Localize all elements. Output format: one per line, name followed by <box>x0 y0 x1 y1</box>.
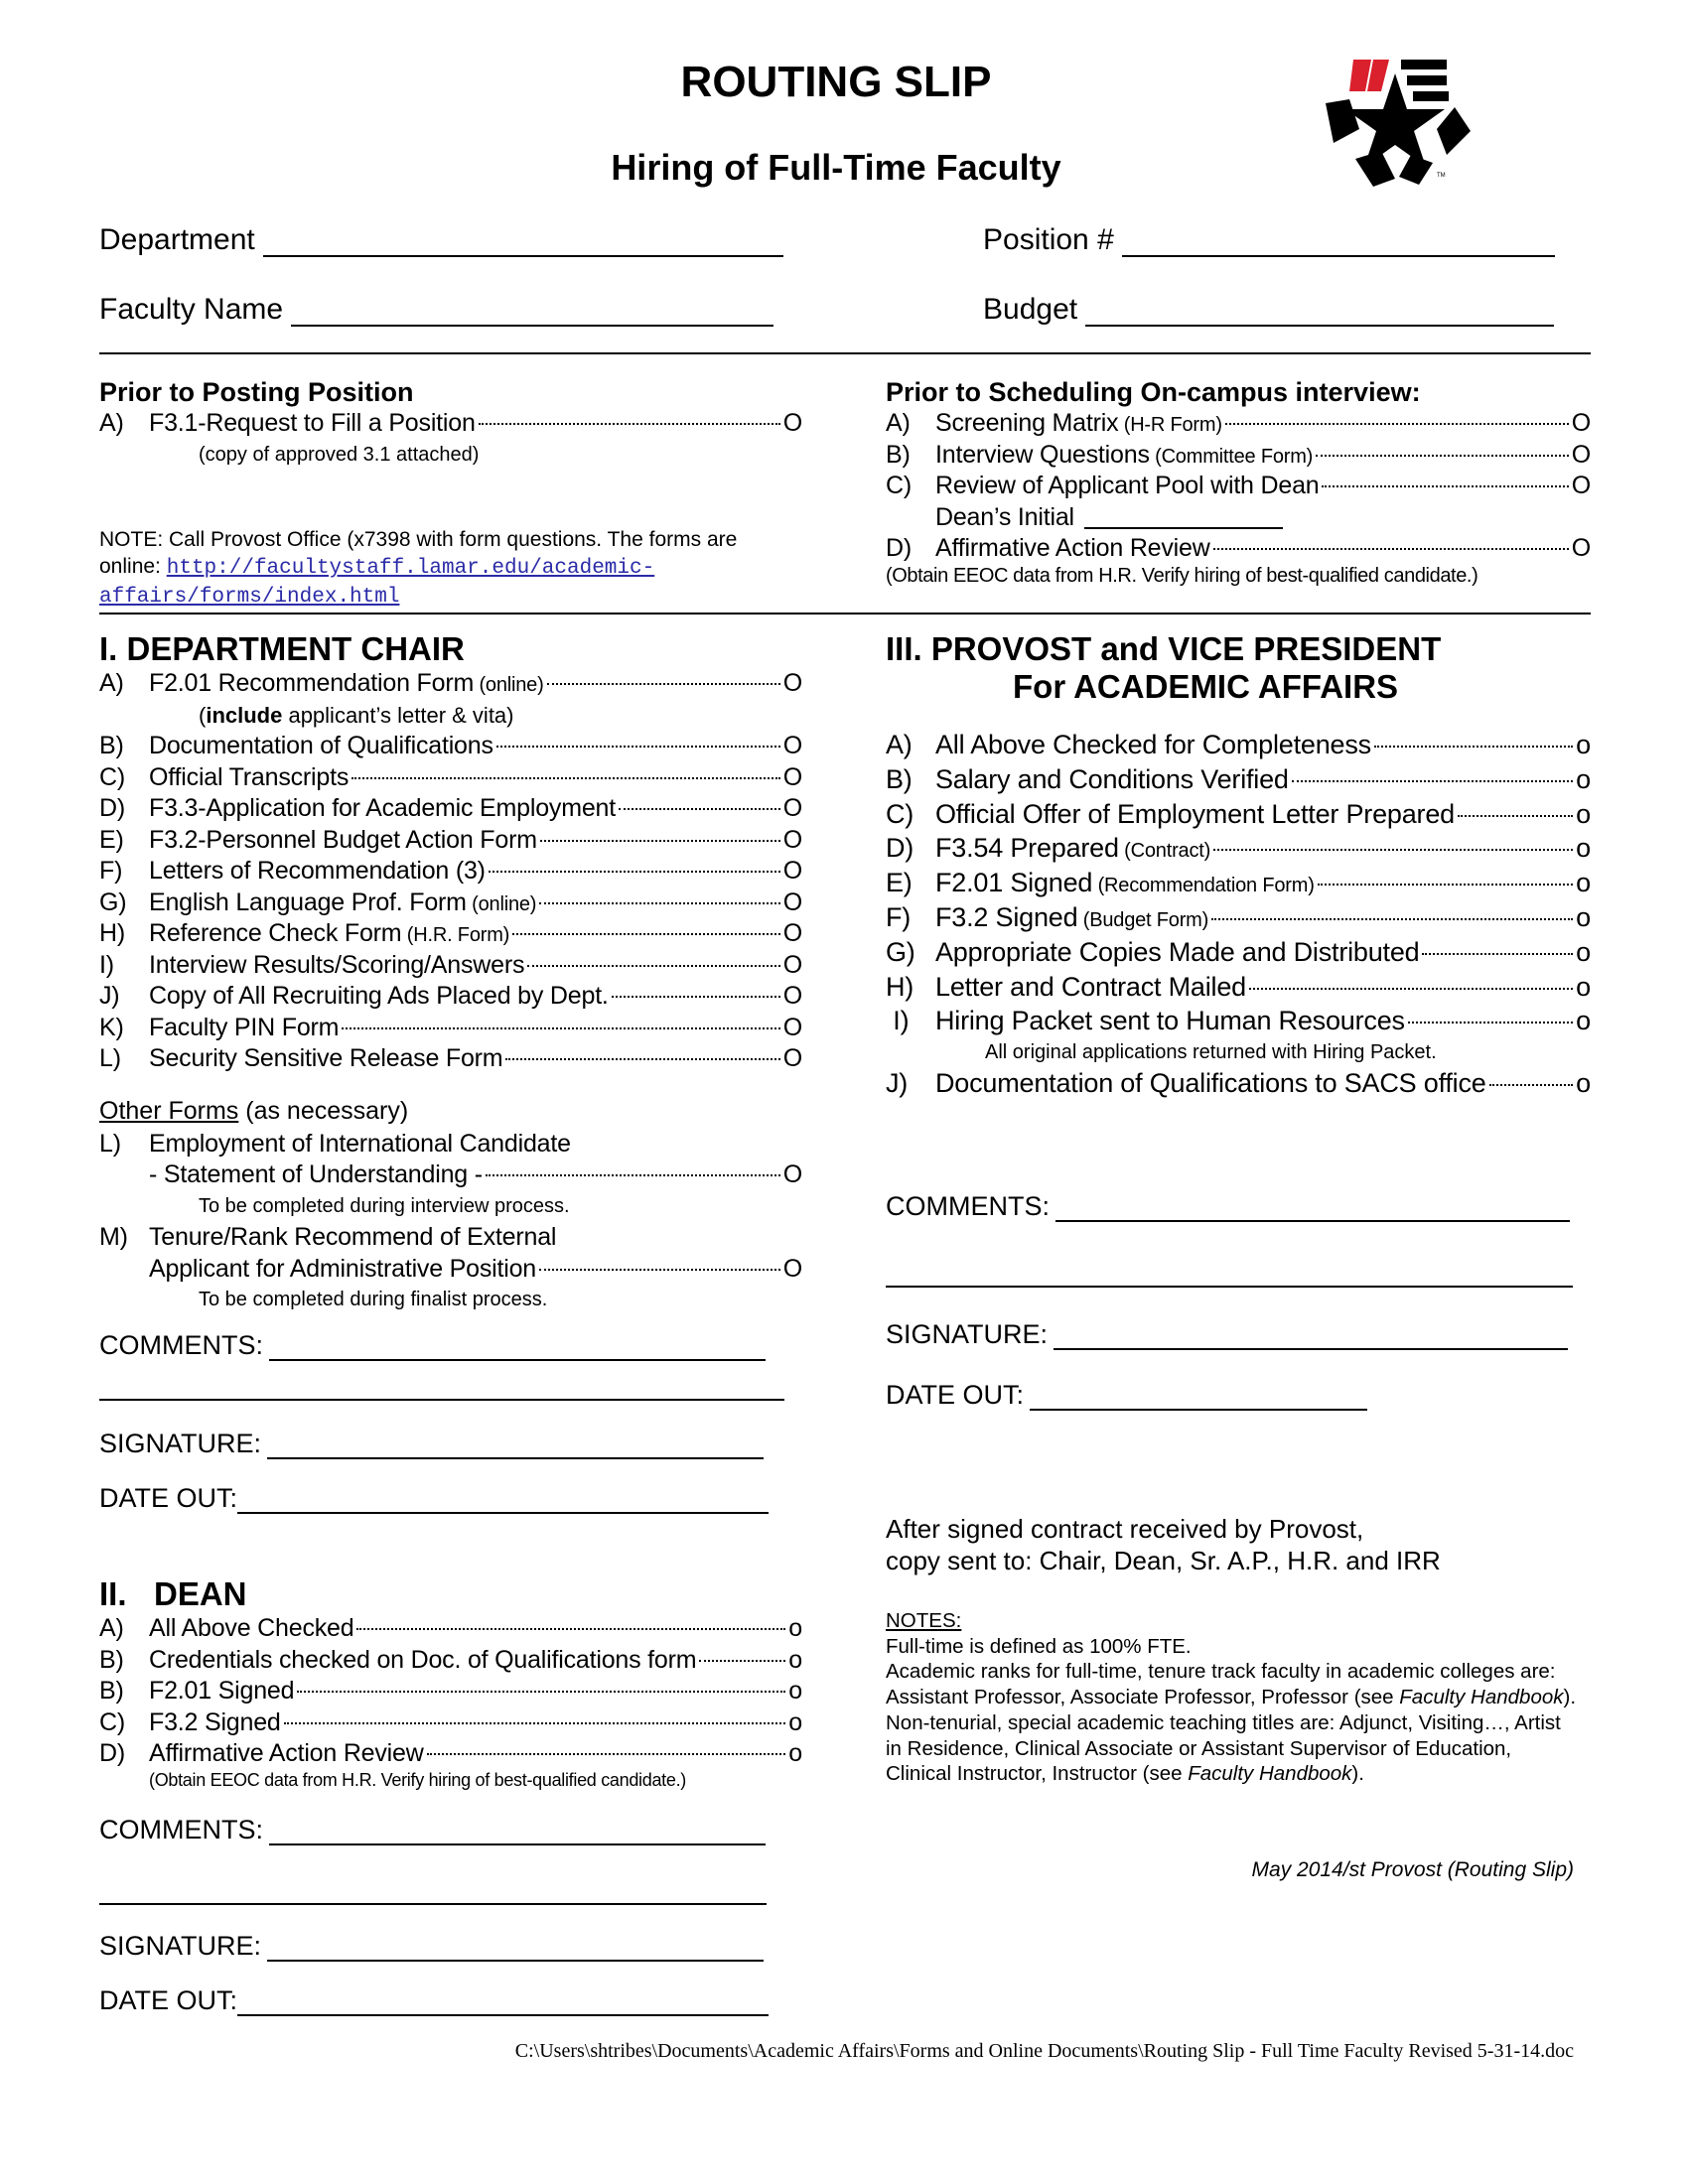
leader-dots <box>1318 884 1574 886</box>
provost-heading: III. PROVOST and VICE PRESIDENT <box>886 630 1442 667</box>
item-letter: C) <box>886 798 914 829</box>
checklist-item[interactable] <box>886 533 1591 565</box>
provost-comments-field[interactable] <box>886 1191 1591 1222</box>
item-label: F2.01 Signed <box>935 868 1093 898</box>
item-letter: J) <box>99 982 120 1010</box>
item-letter: F) <box>886 901 912 932</box>
signature-label: SIGNATURE: <box>886 1319 1049 1349</box>
checkbox-circle[interactable]: O <box>782 950 802 979</box>
provost-section <box>886 630 1591 1101</box>
checkbox-circle[interactable]: O <box>782 1160 802 1188</box>
checklist-item[interactable] <box>99 731 802 762</box>
item-letter: K) <box>99 1013 124 1041</box>
leader-dots <box>486 1174 780 1176</box>
checklist-item[interactable] <box>886 1066 1591 1101</box>
item-letter: L) <box>99 1129 121 1158</box>
checklist-item[interactable] <box>99 793 802 825</box>
department-label: Department <box>99 223 255 256</box>
subnote-text: To be completed during finalist process. <box>199 1289 548 1310</box>
leader-dots <box>1211 918 1573 920</box>
checkbox-circle[interactable]: O <box>782 1013 802 1041</box>
prior-posting-heading: Prior to Posting Position <box>99 377 414 407</box>
checklist-item[interactable] <box>886 935 1591 970</box>
checklist-item[interactable] <box>99 762 802 794</box>
checklist-item[interactable] <box>99 1676 802 1707</box>
checklist-item[interactable] <box>99 1129 802 1160</box>
date-out-label: DATE OUT: <box>99 1483 238 1513</box>
checklist-item[interactable] <box>886 1004 1591 1038</box>
checklist-item[interactable] <box>886 970 1591 1005</box>
leader-dots <box>505 1058 779 1060</box>
item-letter: A) <box>99 409 124 437</box>
leader-dots <box>547 683 780 685</box>
checkbox-circle[interactable]: O <box>782 1044 802 1072</box>
leader-dots <box>496 746 780 748</box>
item-label: Faculty PIN Form <box>149 1013 340 1041</box>
item-note: (Committee Form) <box>1149 445 1314 468</box>
position-label: Position # <box>983 223 1114 256</box>
checkbox-circle[interactable]: o <box>1576 730 1591 759</box>
item-letter: B) <box>886 763 913 794</box>
svg-text:TM: TM <box>1437 173 1446 179</box>
item-letter: B) <box>99 1645 124 1674</box>
checkbox-circle[interactable]: o <box>1576 936 1591 967</box>
prior-posting-section <box>99 377 802 471</box>
department-field[interactable] <box>99 223 783 257</box>
leader-dots <box>612 996 780 998</box>
checklist-item[interactable] <box>886 900 1591 935</box>
leader-dots <box>1213 548 1569 550</box>
checkbox-circle[interactable]: O <box>782 887 802 916</box>
item-label: Credentials checked on Doc. of Qualifications form <box>149 1645 697 1674</box>
checklist-item[interactable] <box>99 1738 802 1770</box>
checkbox-circle[interactable]: o <box>788 1677 802 1705</box>
chair-comments-line[interactable] <box>99 1375 784 1401</box>
notes-section <box>886 1608 1581 1787</box>
checklist-item[interactable] <box>99 1707 802 1739</box>
leader-dots <box>512 933 780 935</box>
checklist-item[interactable] <box>886 762 1591 797</box>
note-line: Non-tenurial, special academic teaching titles are: Adjunct, Visiting…, Artist in Residence, Clinical Associate or Assistant Supervisor of Education, Clinical Instructor, Instructor (see Faculty Handbook). <box>886 1710 1561 1786</box>
position-field[interactable] <box>983 223 1555 257</box>
item-letter: I) <box>886 1006 910 1036</box>
checklist-item[interactable] <box>99 1222 802 1254</box>
item-label: Affirmative Action Review <box>149 1739 424 1767</box>
subnote-text: (copy of approved 3.1 attached) <box>199 443 480 466</box>
checklist-item[interactable] <box>99 1043 802 1075</box>
checkbox-circle[interactable]: O <box>782 409 802 437</box>
item-label: Interview Questions <box>935 440 1150 469</box>
checkbox-circle[interactable]: o <box>1576 971 1591 1002</box>
notes-heading: NOTES: <box>886 1609 962 1632</box>
item-letter: A) <box>99 1614 124 1642</box>
checklist-item[interactable] <box>99 918 802 950</box>
item-subnote <box>199 700 802 732</box>
item-note: (Contract) <box>1118 840 1211 863</box>
leader-dots <box>489 871 780 873</box>
note-line: Full-time is defined as 100% FTE. <box>886 1634 1192 1658</box>
item-letter: C) <box>99 1707 125 1736</box>
checklist-item[interactable] <box>886 831 1591 866</box>
item-label: Screening Matrix <box>935 409 1119 437</box>
item-letter: D) <box>99 1739 125 1767</box>
item-letter: D) <box>886 534 912 562</box>
checklist-item[interactable] <box>99 1160 802 1191</box>
item-label: F3.3-Application for Academic Employment <box>149 794 616 822</box>
item-note: (online) <box>474 674 544 696</box>
faculty-name-field[interactable] <box>99 293 774 327</box>
leader-dots <box>284 1722 786 1724</box>
item-note: (Budget Form) <box>1077 908 1209 931</box>
subnote-text: All original applications returned with Hiring Packet. <box>985 1041 1437 1064</box>
distribution-note <box>886 1513 1591 1576</box>
item-label: Official Offer of Employment Letter Prepared <box>935 798 1455 829</box>
checkbox-circle[interactable]: O <box>782 825 802 854</box>
checklist-item[interactable] <box>886 728 1591 762</box>
checklist-item[interactable] <box>886 502 1591 534</box>
divider <box>99 613 1591 614</box>
checkbox-circle[interactable]: o <box>1576 798 1591 829</box>
item-label: English Language Prof. Form <box>149 887 467 916</box>
provost-note <box>99 526 802 611</box>
item-label: F3.2-Personnel Budget Action Form <box>149 825 537 854</box>
dean-signature-field[interactable] <box>99 1931 802 1962</box>
signature-label: SIGNATURE: <box>99 1429 262 1458</box>
item-subnote <box>199 440 802 472</box>
eeoc-footnote: (Obtain EEOC data from H.R. Verify hiring of best-qualified candidate.) <box>149 1769 686 1790</box>
item-letter: C) <box>886 472 912 499</box>
provost-date-out-field[interactable] <box>886 1380 1591 1411</box>
item-label: Documentation of Qualifications <box>149 732 493 759</box>
note-text: NOTE: Call Provost Office (x7398 with form questions. The forms are <box>99 528 738 551</box>
comments-label: COMMENTS: <box>886 1191 1050 1221</box>
item-label: Interview Results/Scoring/Answers <box>149 950 525 979</box>
checkbox-circle[interactable]: O <box>782 982 802 1010</box>
leader-dots <box>540 840 780 842</box>
checkbox-circle[interactable]: O <box>1571 534 1591 562</box>
chair-comments-field[interactable] <box>99 1330 802 1361</box>
item-label: F3.2 Signed <box>149 1707 281 1736</box>
checkbox-circle[interactable]: O <box>782 919 802 947</box>
item-letter: A) <box>886 730 913 759</box>
item-label: Employment of International Candidate <box>149 1129 571 1158</box>
checkbox-circle[interactable]: O <box>782 794 802 822</box>
item-label: Letters of Recommendation (3) <box>149 857 486 885</box>
leader-dots <box>1316 455 1569 457</box>
item-letter: H) <box>886 971 914 1002</box>
checklist-item[interactable] <box>99 1645 802 1677</box>
budget-label: Budget <box>983 293 1078 326</box>
forms-link[interactable]: http://facultystaff.lamar.edu/academic- affairs/forms/index.html <box>99 557 655 609</box>
leader-dots <box>479 423 780 425</box>
checklist-item[interactable] <box>99 668 802 700</box>
provost-comments-line[interactable] <box>886 1262 1573 1288</box>
item-label: Documentation of Qualifications to SACS office <box>935 1068 1486 1099</box>
item-letter: C) <box>99 762 125 791</box>
checkbox-circle[interactable]: o <box>1576 1068 1591 1099</box>
item-note: (H-R Form) <box>1118 414 1222 436</box>
checkbox-circle[interactable]: o <box>1576 1006 1591 1036</box>
comments-label: COMMENTS: <box>99 1815 263 1844</box>
item-label: Applicant for Administrative Position <box>149 1254 537 1283</box>
subnote-bold: include <box>206 702 283 728</box>
leader-dots <box>1489 1084 1574 1086</box>
department-input[interactable] <box>263 229 783 257</box>
other-forms-heading: Other Forms (as necessary) <box>99 1096 409 1125</box>
item-letter: G) <box>886 936 915 967</box>
item-label: Official Transcripts <box>149 762 350 791</box>
provost-signoff <box>886 1191 1591 1411</box>
checkbox-circle[interactable]: o <box>1576 901 1591 932</box>
item-letter: J) <box>886 1068 909 1099</box>
item-label: Salary and Conditions Verified <box>935 763 1289 794</box>
checklist-item[interactable] <box>99 408 802 440</box>
item-letter: E) <box>99 825 124 854</box>
item-label: Security Sensitive Release Form <box>149 1044 503 1072</box>
chair-signoff <box>99 1330 802 1514</box>
item-letter: L) <box>99 1044 121 1072</box>
checklist-item[interactable] <box>99 856 802 887</box>
subnote-text: To be completed during interview process. <box>199 1194 570 1217</box>
leader-dots <box>1322 485 1568 487</box>
checkbox-circle[interactable]: o <box>788 1614 802 1642</box>
item-label: F3.1-Request to Fill a Position <box>149 409 476 437</box>
item-subnote <box>985 1038 1591 1066</box>
page-title: ROUTING SLIP <box>680 58 992 106</box>
leader-dots <box>352 777 780 779</box>
leader-dots <box>527 965 779 967</box>
leader-dots <box>1408 1022 1573 1024</box>
item-letter: E) <box>886 868 913 898</box>
item-label: Affirmative Action Review <box>935 534 1210 562</box>
checklist-item[interactable] <box>99 887 802 919</box>
item-label: F2.01 Signed <box>149 1677 295 1705</box>
subnote-text: applicant’s letter & vita) <box>282 702 514 728</box>
provost-signature-field[interactable] <box>886 1319 1591 1350</box>
checkbox-circle[interactable]: o <box>1576 763 1591 794</box>
item-label: All Above Checked for Completeness <box>935 730 1371 759</box>
distribution-line2: copy sent to: Chair, Dean, Sr. A.P., H.R. and IRR <box>886 1546 1441 1575</box>
leader-dots <box>1292 780 1573 782</box>
item-label: F3.54 Prepared <box>935 833 1119 864</box>
item-subnote <box>199 1285 802 1316</box>
prior-interview-section <box>886 377 1591 588</box>
file-path-footer: C:\Users\shtribes\Documents\Academic Affairs\Forms and Online Documents\Routing Slip - Full Time Faculty Revised 5-31-14.doc <box>514 2040 1574 2062</box>
item-label: Reference Check Form <box>149 919 402 947</box>
item-letter: H) <box>99 919 125 947</box>
checklist-item[interactable] <box>99 950 802 982</box>
dean-comments-field[interactable] <box>99 1815 802 1845</box>
leader-dots <box>356 1628 785 1630</box>
item-label: Letter and Contract Mailed <box>935 971 1246 1002</box>
checkbox-circle[interactable]: o <box>788 1739 802 1767</box>
leader-dots <box>539 902 779 904</box>
item-letter: F) <box>99 857 123 885</box>
faculty-name-input[interactable] <box>291 299 774 327</box>
university-logo <box>1316 52 1475 191</box>
item-letter: A) <box>99 669 124 697</box>
chair-date-out-field[interactable] <box>99 1483 802 1514</box>
divider <box>99 352 1591 354</box>
checkbox-circle[interactable]: o <box>788 1645 802 1674</box>
checkbox-circle[interactable]: O <box>782 1254 802 1283</box>
dean-comments-line[interactable] <box>99 1879 767 1905</box>
initial-blank[interactable] <box>1084 505 1283 529</box>
dean-date-out-field[interactable] <box>99 1985 802 2016</box>
dean-section <box>99 1575 802 1791</box>
checkbox-circle[interactable]: O <box>782 857 802 885</box>
dean-heading: II. DEAN <box>99 1575 247 1612</box>
checklist-item[interactable] <box>886 440 1591 472</box>
leader-dots <box>699 1660 785 1662</box>
provost-heading-line2: For ACADEMIC AFFAIRS <box>1013 668 1399 705</box>
item-letter: B) <box>99 732 124 759</box>
checkbox-circle[interactable]: O <box>782 762 802 791</box>
item-label: Appropriate Copies Made and Distributed <box>935 936 1420 967</box>
checkbox-circle[interactable]: O <box>1571 440 1591 469</box>
item-label: F2.01 Recommendation Form <box>149 669 475 697</box>
item-label: F3.2 Signed <box>935 901 1078 932</box>
item-letter: D) <box>886 833 914 864</box>
item-label: Copy of All Recruiting Ads Placed by Dept. <box>149 982 609 1010</box>
checkbox-circle[interactable]: o <box>1576 868 1591 898</box>
eeoc-footnote: (Obtain EEOC data from H.R. Verify hiring of best-qualified candidate.) <box>886 564 1478 587</box>
budget-input[interactable] <box>1085 299 1554 327</box>
distribution-line1: After signed contract received by Provost, <box>886 1514 1364 1544</box>
checkbox-circle[interactable]: o <box>1576 833 1591 864</box>
checklist-item[interactable] <box>99 1254 802 1286</box>
checklist-item[interactable] <box>99 825 802 857</box>
item-note: (Recommendation Form) <box>1092 875 1315 897</box>
leader-dots <box>1213 849 1573 851</box>
item-label: Hiring Packet sent to Human Resources <box>935 1006 1405 1036</box>
item-letter: I) <box>99 950 114 979</box>
checklist-item[interactable] <box>886 408 1591 440</box>
prior-interview-heading: Prior to Scheduling On-campus interview: <box>886 377 1421 407</box>
leader-dots <box>1374 746 1573 748</box>
leader-dots <box>342 1027 779 1029</box>
item-subnote <box>199 1191 802 1223</box>
checklist-item[interactable] <box>99 981 802 1013</box>
item-label: Review of Applicant Pool with Dean <box>935 472 1320 499</box>
dean-signoff <box>99 1815 802 2016</box>
page-subtitle: Hiring of Full-Time Faculty <box>611 147 1061 188</box>
checklist-item[interactable] <box>886 866 1591 900</box>
position-input[interactable] <box>1122 229 1555 257</box>
item-note: (H.R. Form) <box>401 924 510 946</box>
leader-dots <box>1458 815 1573 817</box>
department-chair-heading: I. DEPARTMENT CHAIR <box>99 630 465 667</box>
checkbox-circle[interactable]: o <box>788 1707 802 1736</box>
signature-label: SIGNATURE: <box>99 1931 262 1961</box>
leader-dots <box>297 1691 785 1693</box>
leader-dots <box>539 1269 780 1271</box>
comments-label: COMMENTS: <box>99 1330 263 1360</box>
item-note: (online) <box>466 892 537 915</box>
leader-dots <box>1422 953 1573 955</box>
leader-dots <box>1225 423 1569 425</box>
checkbox-circle[interactable]: O <box>782 669 802 697</box>
checklist-item[interactable] <box>886 797 1591 832</box>
item-label: - Statement of Understanding - <box>149 1160 483 1188</box>
date-out-label: DATE OUT: <box>99 1985 238 2015</box>
item-letter: B) <box>886 440 911 469</box>
note-line: Academic ranks for full-time, tenure track faculty in academic colleges are: Assistant Professor, Associate Professor, Professor (see Faculty Handbook). <box>886 1660 1577 1709</box>
item-label: Tenure/Rank Recommend of External <box>149 1223 557 1251</box>
item-label: Dean’s Initial <box>935 502 1074 531</box>
checklist-item[interactable] <box>99 1013 802 1044</box>
leader-dots <box>619 808 780 810</box>
revision-note: May 2014/st Provost (Routing Slip) <box>1251 1858 1574 1881</box>
department-chair-section <box>99 630 802 1316</box>
checklist-item[interactable] <box>886 471 1591 502</box>
note-online-label: online: <box>99 555 161 578</box>
item-letter: A) <box>886 409 911 437</box>
item-letter: B) <box>99 1677 124 1705</box>
checklist-item[interactable] <box>99 1613 802 1645</box>
faculty-name-label: Faculty Name <box>99 293 284 326</box>
checkbox-circle[interactable]: O <box>782 732 802 759</box>
checkbox-circle[interactable]: O <box>1571 472 1591 499</box>
date-out-label: DATE OUT: <box>886 1380 1025 1410</box>
chair-signature-field[interactable] <box>99 1429 802 1459</box>
item-letter: M) <box>99 1223 128 1251</box>
checkbox-circle[interactable]: O <box>1571 409 1591 437</box>
subnote-prefix: ( <box>199 702 207 728</box>
budget-field[interactable] <box>983 293 1554 327</box>
leader-dots <box>427 1753 786 1755</box>
item-letter: G) <box>99 887 127 916</box>
leader-dots <box>1249 988 1573 990</box>
item-label: All Above Checked <box>149 1614 354 1642</box>
item-letter: D) <box>99 794 125 822</box>
